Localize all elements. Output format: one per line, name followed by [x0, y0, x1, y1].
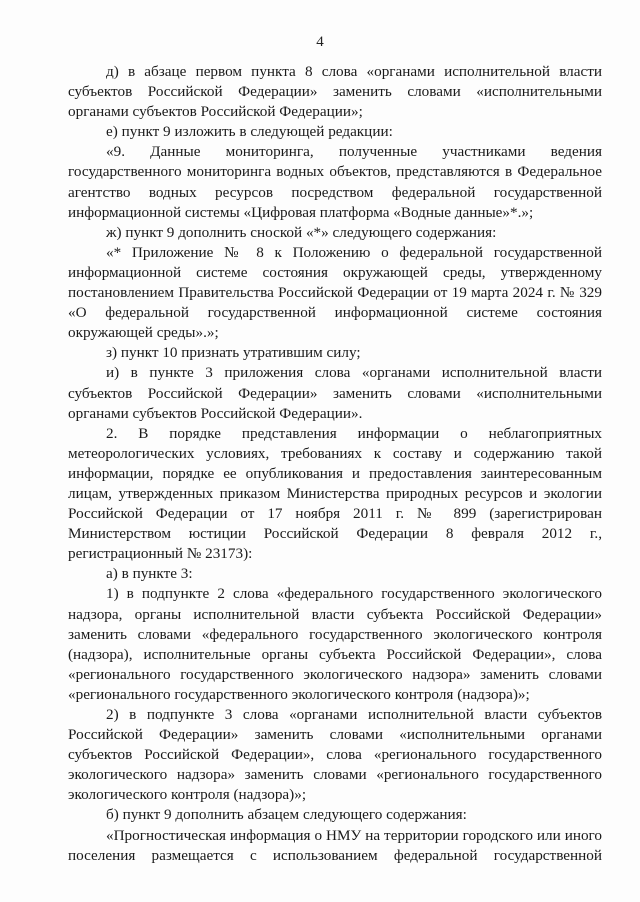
paragraph-point-9-text: «9. Данные мониторинга, полученные участниками ведения государственного мониторинга водных объектов, представляются в Федеральное агентство водных ресурсов посредством федеральной государственной информационной системы «Цифровая платформа «Водные данные»*.»;: [68, 143, 602, 221]
paragraph-amend-b: б) пункт 9 дополнить абзацем следующего содержания:: [106, 806, 467, 824]
paragraph-amend-i: и) в пункте 3 приложения слова «органами исполнительной власти субъектов Российской Федерации» заменить словами «исполнительными органами субъектов Российской Федерации».: [68, 364, 602, 422]
document-body: [68, 62, 602, 866]
paragraph-section-2: 2. В порядке представления информации о неблагоприятных метеорологических условиях, требованиях к составу и содержанию такой информации, порядке ее опубликования и предоставления заинтересованным лицам, утвержденных приказом Министерства природных ресурсов и экологии Российской Федерации от 17 ноября 2011 г. № 899 (зарегистрирован Министерством юстиции Российской Федерации 8 февраля 2012 г., регистрационный № 23173):: [68, 424, 602, 563]
paragraph-amend-zh: ж) пункт 9 дополнить сноской «*» следующего содержания:: [106, 223, 497, 241]
paragraph-subpoint-1: 1) в подпункте 2 слова «федерального государственного экологического надзора, органы исполнительной власти субъекта Российской Федерации» заменить словами «федерального государственного экологического контроля (надзора), исполнительные органы субъекта Российской Федерации», слова «регионального государственного экологического надзора» заменить словами «регионального государственного экологического контроля (надзора)»;: [68, 585, 602, 703]
paragraph-footnote-text: «* Приложение № 8 к Положению о федеральной государственной информационной системе состояния окружающей среды, утвержденному постановлением Правительства Российской Федерации от 19 марта 2024 г. № 329 «О федеральной государственной информационной системе состояния окружающей среды».»;: [68, 243, 602, 342]
page-number: 4: [316, 34, 324, 50]
paragraph-amend-a: а) в пункте 3:: [106, 565, 193, 583]
paragraph-subpoint-2: 2) в подпункте 3 слова «органами исполнительной власти субъектов Российской Федерации» заменить словами «исполнительными органами субъектов Российской Федерации», слова «регионального государственного экологического надзора» заменить словами «регионального государственного экологического контроля (надзора)»;: [68, 706, 602, 804]
paragraph-amend-d: д) в абзаце первом пункта 8 слова «органами исполнительной власти субъектов Российской Федерации» заменить словами «исполнительными органами субъектов Российской Федерации»;: [68, 63, 602, 121]
paragraph-forecast-info: «Прогностическая информация о НМУ на территории городского или иного поселения размещается с использованием федеральной государственной: [68, 826, 602, 864]
paragraph-amend-z: з) пункт 10 признать утратившим силу;: [106, 344, 361, 362]
paragraph-amend-e: е) пункт 9 изложить в следующей редакции:: [106, 123, 393, 141]
